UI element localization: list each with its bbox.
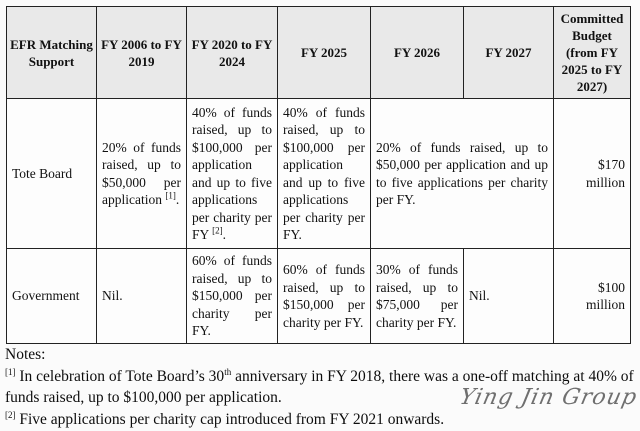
note-2 (5, 409, 637, 431)
header-committed-budget: Committed Budget (from FY 2025 to FY 2027) (554, 7, 631, 99)
header-row (7, 7, 631, 99)
header-efr-matching-support: EFR Matching Support (7, 7, 97, 99)
tote-board-row (7, 99, 631, 249)
header-fy2020-2024: FY 2020 to FY 2024 (187, 7, 278, 99)
tote-board-fy2026-2027-cell: 20% of funds raised, up to $50,000 per application and up to five applications per charity per FY. (371, 99, 554, 249)
ordinal-suffix: th (224, 366, 232, 377)
tote-board-fy2020-2024-cell (187, 99, 278, 249)
cell-text: 20% of funds raised, up to $50,000 per application (102, 139, 181, 207)
ying-jin-group-watermark: Ying Jin Group (457, 385, 640, 410)
note-1-text: In celebration of Tote Board’s 30 (15, 367, 225, 385)
government-fy2027-cell: Nil. (464, 249, 554, 344)
table-header (7, 7, 631, 99)
tote-board-committed-budget: $170 million (554, 99, 631, 249)
government-row (7, 249, 631, 344)
efr-matching-support-table (6, 6, 631, 344)
tote-board-label: Tote Board (7, 99, 97, 249)
header-fy2006-2019: FY 2006 to FY 2019 (97, 7, 187, 99)
footnote-ref-2: [2] (5, 409, 16, 420)
notes-title: Notes: (5, 346, 46, 363)
tote-board-fy2006-2019-cell (97, 99, 187, 249)
government-fy2025-cell: 60% of funds raised, up to $150,000 per charity per FY. (278, 249, 371, 344)
header-fy2025: FY 2025 (278, 7, 371, 99)
note-2-text: Five applications per charity cap introduced from FY 2021 onwards. (15, 410, 445, 428)
header-fy2026: FY 2026 (371, 7, 464, 99)
footnote-ref-1: [1] (5, 366, 16, 377)
cell-text: 40% of funds raised, up to $100,000 per application and up to five applications per charity per FY (192, 104, 272, 242)
header-fy2027: FY 2027 (464, 7, 554, 99)
cell-text-tail: . (222, 227, 227, 242)
notes-section (5, 344, 640, 430)
footnote-ref-1: [1] (165, 190, 176, 201)
government-fy2006-2019-cell: Nil. (97, 249, 187, 344)
government-fy2020-2024-cell: 60% of funds raised, up to $150,000 per charity per FY. (187, 249, 278, 344)
government-committed-budget: $100 million (554, 249, 631, 344)
government-label: Government (7, 249, 97, 344)
tote-board-fy2025-cell: 40% of funds raised, up to $100,000 per application and up to five applications per charity per FY. (278, 99, 371, 249)
cell-text-tail: . (175, 192, 180, 207)
government-fy2026-cell: 30% of funds raised, up to $75,000 per charity per FY. (371, 249, 464, 344)
note-1 (5, 366, 640, 410)
note-1-text-after: anniversary in FY 2018, there was a one-off matching at 40% of funds raised, up to $100,000 per application. (5, 367, 634, 406)
footnote-ref-2: [2] (212, 225, 223, 236)
